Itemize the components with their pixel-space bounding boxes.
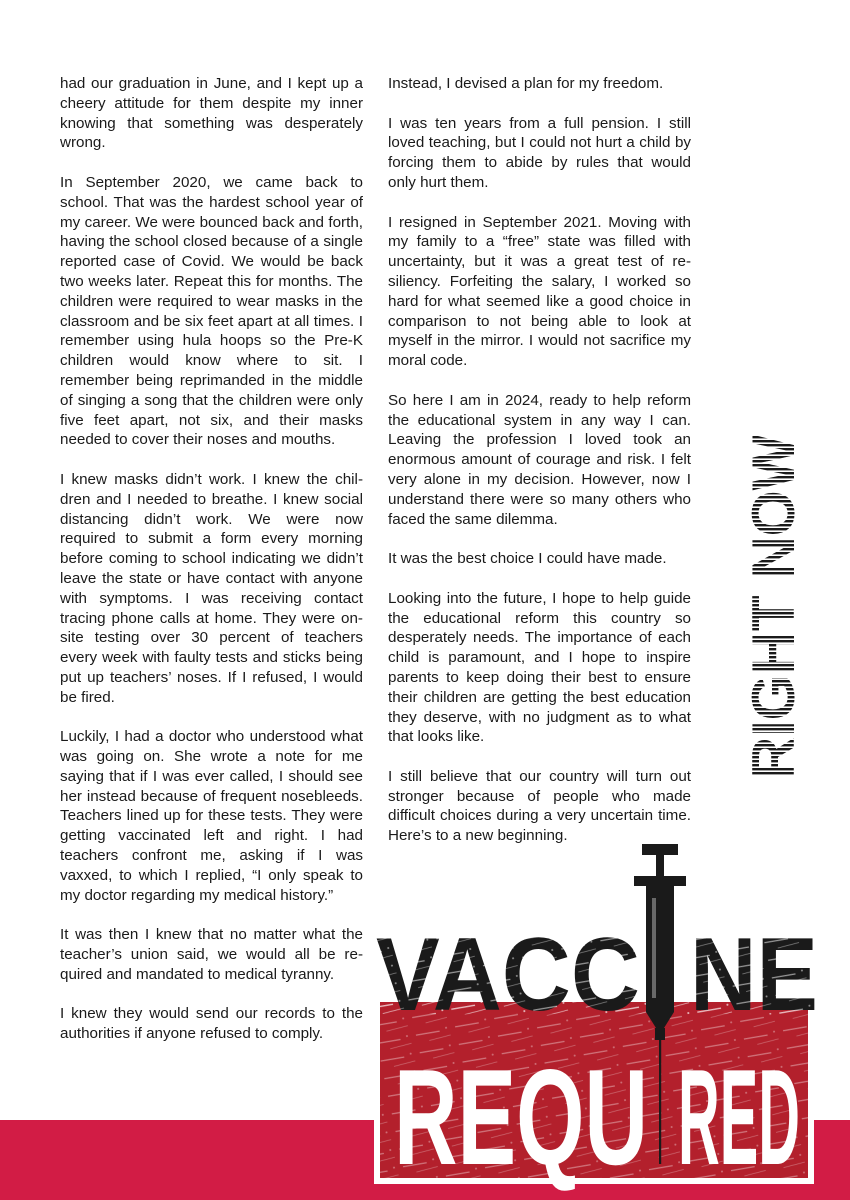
paragraph: Looking into the future, I hope to help guide the educational reform this country so desperately needs. The importance of each child is paramount, and I hope to inspire parents to keep doing their best to ensure their children are getting the best education they deserve, with no judgment as to what that looks like.	[388, 589, 691, 746]
paragraph: had our graduation in June, and I kept up a cheery attitude for them despite my inner knowing that something was desperately wrong.	[60, 75, 363, 152]
article-column-left	[60, 74, 363, 1064]
paragraph: I resigned in September 2021. Moving with my family to a “free” state was filled with uncertainty, but it was a great test of resiliency. Forfeiting the salary, I worked so hard for what seemed like a good choice in comparison to not being able to look at myself in the mirror. I would not sacrifice my moral code.	[388, 213, 691, 370]
required-text-right: RED	[678, 1041, 800, 1193]
paragraph: I was ten years from a full pension. I still loved teaching, but I could not hurt a child by forcing them to abide by rules that would only hurt them.	[388, 114, 691, 191]
side-label	[738, 432, 802, 782]
article-column-right	[388, 74, 691, 866]
paragraph: Instead, I devised a plan for my freedom.	[388, 75, 664, 92]
paragraph: I knew they would send our records to the authorities if anyone refused to comply.	[60, 1005, 363, 1043]
vaccine-required-graphic	[372, 838, 824, 1193]
paragraph: It was then I knew that no matter what the teacher’s union said, we would all be required and mandated to medical tyranny.	[60, 926, 363, 983]
paragraph: Luckily, I had a doctor who understood what was going on. She wrote a note for me saying that if I was ever called, I should see her instead because of frequent nosebleeds. Teachers lined up for these tests. They were getting vaccinated left and right. I had teachers confront me, asking if I was vaxxed, to which I replied, “I only speak to my doctor regarding my medical history.”	[60, 728, 363, 904]
paragraph: So here I am in 2024, ready to help reform the educational system in any way I can. Leaving the profession I loved took an enormous amount of courage and risk. I felt very alone in my decision. However, now I understand there were so many others who faced the same dilemma.	[388, 391, 691, 528]
paragraph: I still believe that our country will turn out stronger because of people who made difficult choices during a very uncertain time. Here’s to a new beginning.	[388, 767, 691, 845]
required-text-left: REQU	[394, 1041, 648, 1193]
paragraph: I knew masks didn’t work. I knew the children and I needed to breathe. I knew social distancing didn’t work. We were now required to submit a form every morning before coming to school indicating we didn’t leave the state or have contact with anyone with symptoms. I was receiving contact tracing phone calls at home. They were on-site testing over 30 percent of teachers every week with faulty tests and sticks being put up teachers’ noses. If I refused, I would be fired.	[60, 470, 363, 706]
paragraph: It was the best choice I could have made.	[388, 550, 667, 568]
paragraph: In September 2020, we came back to school. That was the hardest school year of my career. We were bounced back and forth, having the school closed because of a single reported case of Covid. We would be back two weeks later. Repeat this for months. The children were required to wear masks in the classroom and be six feet apart at all times. I remember using hula hoops so the Pre-K children would know where to sit. I remember being reprimanded in the middle of singing a song that the children were only five feet apart, not six, and their masks needed to cover their noses and mouths.	[60, 173, 363, 449]
